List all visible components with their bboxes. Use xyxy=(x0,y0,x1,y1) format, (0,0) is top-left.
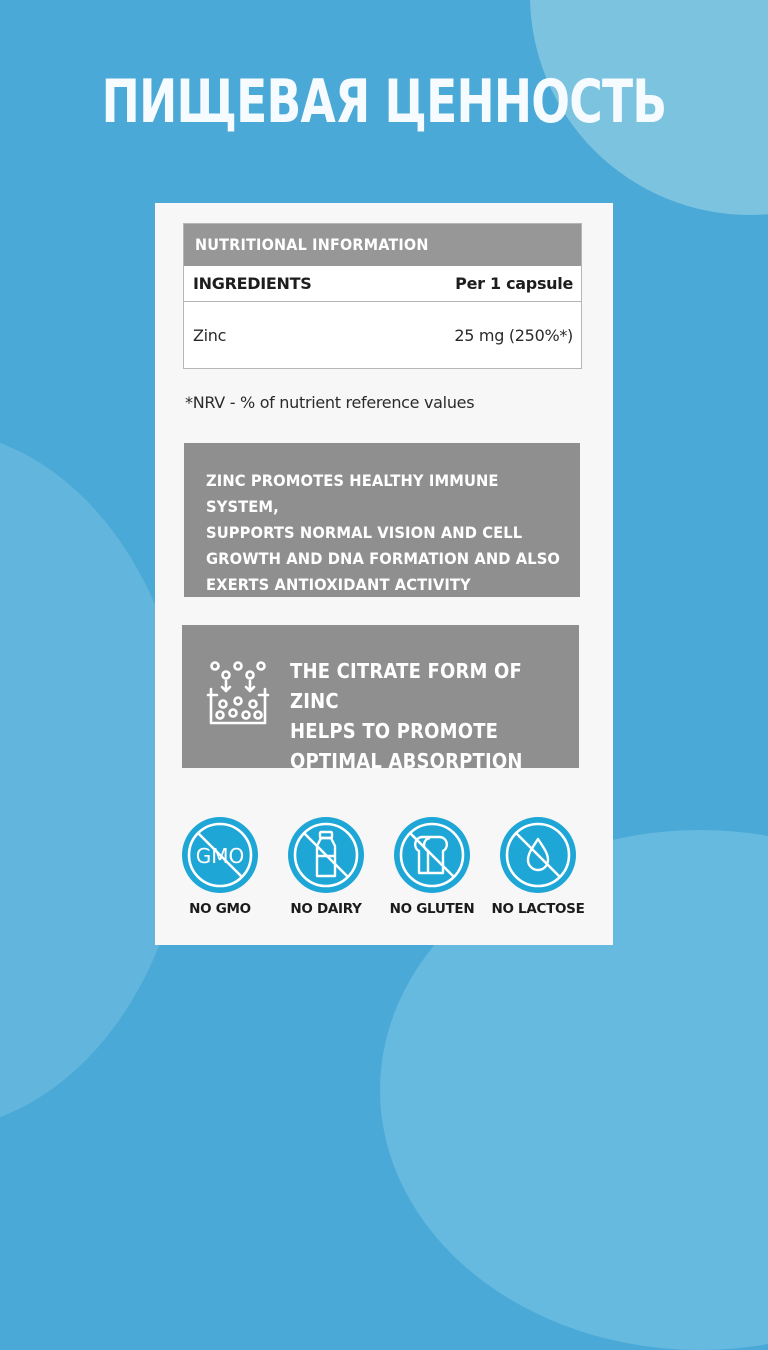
benefits-line: ZINC PROMOTES HEALTHY IMMUNE SYSTEM, xyxy=(206,471,499,516)
per-capsule-column-header: Per 1 capsule xyxy=(455,274,573,293)
zinc-benefits-panel xyxy=(184,443,580,597)
citrate-line: OPTIMAL ABSORPTION xyxy=(290,749,523,773)
benefits-line: EXERTS ANTIOXIDANT ACTIVITY xyxy=(206,575,471,594)
bread-icon xyxy=(392,815,472,895)
ingredient-name: Zinc xyxy=(193,325,227,345)
citrate-line: HELPS TO PROMOTE xyxy=(290,719,499,743)
benefits-line: SUPPORTS NORMAL VISION AND CELL xyxy=(206,523,523,542)
absorption-icon xyxy=(205,659,271,729)
zinc-benefits-text xyxy=(206,468,569,598)
citrate-form-panel xyxy=(182,625,579,773)
droplet-icon xyxy=(498,815,578,895)
free-from-badges xyxy=(155,815,613,925)
nrv-footnote: *NRV - % of nutrient reference values xyxy=(185,393,475,412)
badge-label: NO DAIRY xyxy=(290,901,362,917)
benefits-line: GROWTH AND DNA FORMATION AND ALSO xyxy=(206,549,561,568)
ingredients-column-header: INGREDIENTS xyxy=(193,274,312,293)
gmo-icon-text: GMO xyxy=(195,844,245,868)
badge-no-dairy xyxy=(271,815,381,917)
badge-no-gluten xyxy=(377,815,487,917)
citrate-line: THE CITRATE FORM OF ZINC xyxy=(290,659,522,713)
gmo-icon xyxy=(180,815,260,895)
ingredient-amount: 25 mg (250%*) xyxy=(454,325,573,345)
badge-label: NO LACTOSE xyxy=(491,901,585,917)
nutrition-table-title: NUTRITIONAL INFORMATION xyxy=(184,224,581,266)
badge-label: NO GMO xyxy=(189,901,251,917)
badge-label: NO GLUTEN xyxy=(389,901,475,917)
nutrition-table-header-row xyxy=(184,266,581,302)
table-row xyxy=(184,302,581,368)
badge-no-lactose xyxy=(483,815,593,917)
citrate-form-text xyxy=(290,656,560,776)
nutrition-table xyxy=(183,223,582,369)
page-title: ПИЩЕВАЯ ЦЕННОСТЬ xyxy=(101,67,667,137)
nutrition-card xyxy=(155,203,613,945)
badge-no-gmo xyxy=(165,815,275,917)
milk-bottle-icon xyxy=(286,815,366,895)
